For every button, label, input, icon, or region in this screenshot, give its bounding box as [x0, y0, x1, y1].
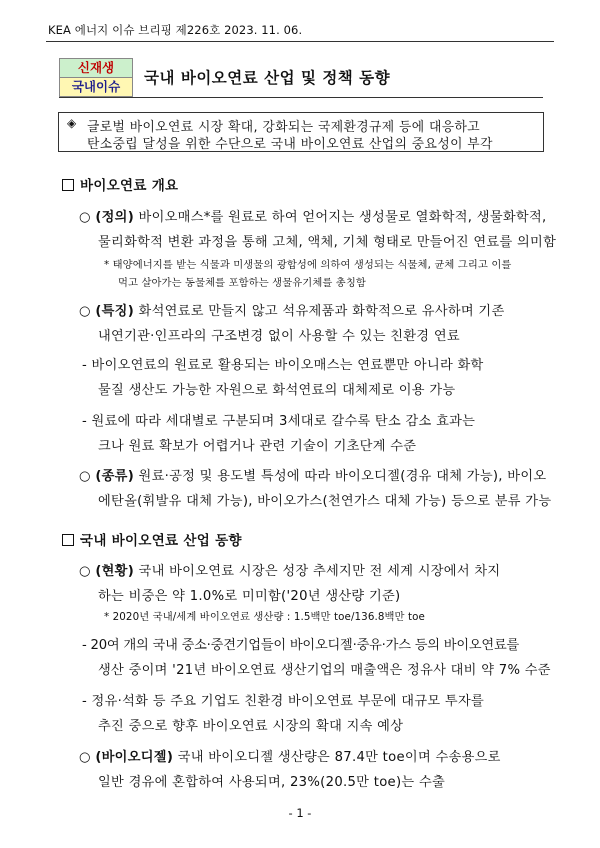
- title-rule: [59, 97, 543, 98]
- diesel-line-2: 일반 경유에 혼합하여 사용되며, 23%(20.5만 toe)는 수출: [98, 775, 446, 790]
- diesel-tag: (바이오디젤): [95, 750, 174, 765]
- checkbox-square-icon: [62, 179, 74, 191]
- generation-dash-line-1: - 원료에 따라 세대별로 구분되며 3세대로 갈수록 탄소 감소 효과는: [82, 414, 476, 429]
- kind-line-2: 에탄올(휘발유 대체 가능), 바이오가스(천연가스 대체 가능) 등으로 분류 가능: [98, 494, 552, 509]
- definition-text-1: 바이오매스*를 원료로 하여 얻어지는 생성물로 열화학적, 생물화학적,: [138, 210, 547, 225]
- status-line-2: 하는 비중은 약 1.0%로 미미함('20년 생산량 기준): [98, 589, 401, 604]
- checkbox-square-icon: [62, 534, 74, 546]
- sme-dash-line-2: 생산 중이며 '21년 바이오연료 생산기업의 매출액은 정유사 대비 약 7% 수준: [98, 663, 551, 678]
- summary-line-1: 글로벌 바이오연료 시장 확대, 강화되는 국제환경규제 등에 대응하고: [87, 120, 481, 135]
- status-text-1: 국내 바이오연료 시장은 성장 추세지만 전 세계 시장에서 차지: [138, 564, 501, 579]
- feature-line-1: [79, 300, 505, 319]
- status-note: * 2020년 국내/세계 바이오연료 생산량 : 1.5백만 toe/136.8백만 toe: [104, 611, 425, 623]
- biomass-dash-line-1: - 바이오연료의 원료로 활용되는 바이오매스는 연료뿐만 아니라 화학: [82, 358, 484, 373]
- section-heading-text: 바이오연료 개요: [80, 178, 179, 194]
- section-heading-overview: [62, 174, 178, 194]
- status-line-1: [79, 560, 500, 579]
- investment-dash-line-2: 추진 중으로 향후 바이오연료 시장의 확대 지속 예상: [98, 719, 404, 734]
- status-tag: (현황): [95, 564, 135, 579]
- circle-bullet-icon: ○: [79, 210, 91, 225]
- circle-bullet-icon: ○: [79, 750, 91, 765]
- definition-note-1: * 태양에너지를 받는 식물과 미생물의 광합성에 의하여 생성되는 식물체, 균체 그리고 이를: [104, 259, 512, 271]
- biomass-dash-line-2: 물질 생산도 가능한 자원으로 화석연료의 대체제로 이용 가능: [98, 383, 456, 398]
- generation-dash-line-2: 크나 원료 확보가 어렵거나 관련 기술이 기초단계 수준: [98, 439, 417, 454]
- definition-line-1: [79, 206, 546, 225]
- header-rule: [46, 41, 554, 42]
- kind-line-1: [79, 465, 546, 484]
- category-badge: [59, 58, 133, 97]
- diamond-icon: ◈: [67, 116, 77, 130]
- page-title: 국내 바이오연료 산업 및 정책 동향: [144, 69, 391, 87]
- definition-tag: (정의): [95, 210, 135, 225]
- circle-bullet-icon: ○: [79, 564, 91, 579]
- definition-line-2: 물리화학적 변환 과정을 통해 고체, 액체, 기체 형태로 만들어진 연료를 의미함: [98, 235, 557, 250]
- diesel-line-1: [79, 746, 501, 765]
- feature-line-2: 내연기관·인프라의 구조변경 없이 사용할 수 있는 친환경 연료: [98, 329, 460, 344]
- feature-text-1: 화석연료로 만들지 않고 석유제품과 화학적으로 유사하며 기존: [138, 304, 505, 319]
- summary-box: [58, 112, 544, 152]
- kind-text-1: 원료·공정 및 용도별 특성에 따라 바이오디젤(경유 대체 가능), 바이오: [138, 469, 547, 484]
- summary-line-2: 탄소중립 달성을 위한 수단으로 국내 바이오연료 산업의 중요성이 부각: [87, 137, 493, 152]
- circle-bullet-icon: ○: [79, 304, 91, 319]
- circle-bullet-icon: ○: [79, 469, 91, 484]
- briefing-header: KEA 에너지 이슈 브리핑 제226호 2023. 11. 06.: [48, 23, 303, 37]
- investment-dash-line-1: - 정유·석화 등 주요 기업도 친환경 바이오연료 부문에 대규모 투자를: [82, 694, 485, 709]
- section-heading-text: 국내 바이오연료 산업 동향: [80, 533, 242, 549]
- badge-domestic: 국내이슈: [59, 77, 133, 97]
- kind-tag: (종류): [95, 469, 135, 484]
- badge-renewable: 신재생: [59, 58, 133, 77]
- feature-tag: (특징): [95, 304, 135, 319]
- definition-note-2: 먹고 살아가는 동물체를 포함하는 생물유기체를 총칭함: [118, 277, 366, 289]
- diesel-text-1: 국내 바이오디젤 생산량은 87.4만 toe이며 수송용으로: [177, 750, 501, 765]
- page-number: - 1 -: [288, 806, 312, 820]
- section-heading-industry: [62, 529, 242, 549]
- sme-dash-line-1: - 20여 개의 국내 중소·중견기업들이 바이오디젤·중유·가스 등의 바이오연료를: [82, 638, 520, 653]
